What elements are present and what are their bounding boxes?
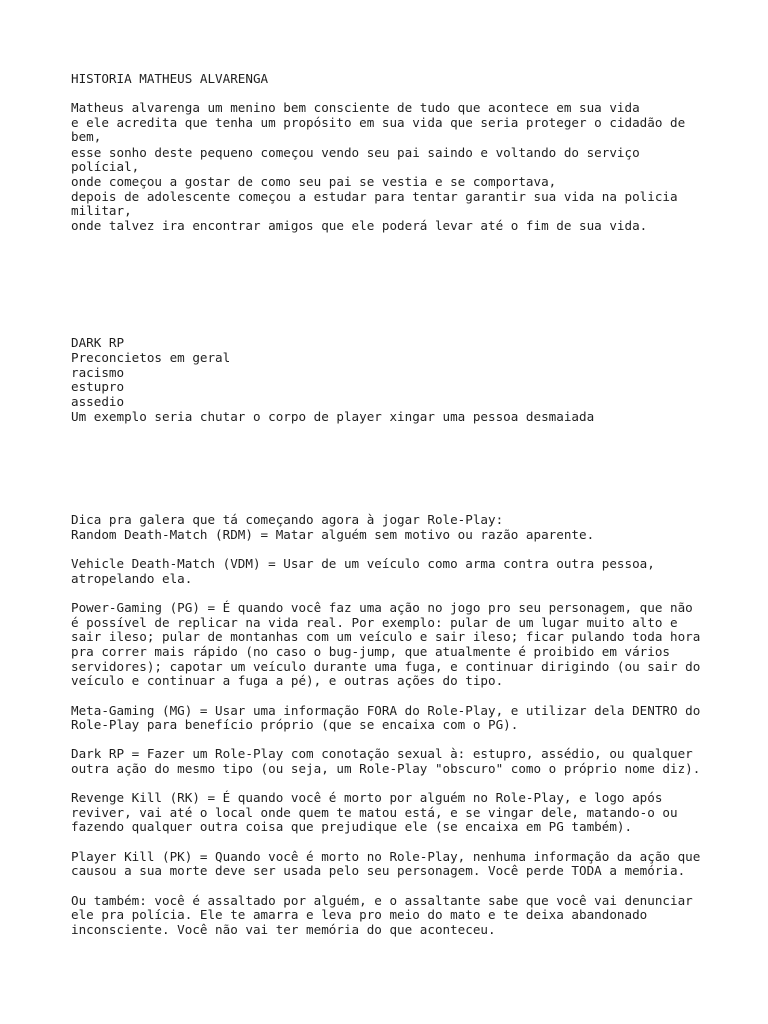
story-line: bem,: [71, 129, 102, 144]
tips-line: ele pra polícia. Ele te amarra e leva pro meio do mato e te deixa abandonado: [71, 907, 648, 922]
tips-line: Revenge Kill (RK) = É quando você é morto por alguém no Role-Play, e logo após: [71, 790, 663, 805]
tips-line: é possível de replicar na vida real. Por exemplo: pular de um lugar muito alto e: [71, 615, 678, 630]
tips-line: fazendo qualquer outra coisa que prejudique ele (se encaixa em PG também).: [71, 819, 633, 834]
story-line: Matheus alvarenga um menino bem consciente de tudo que acontece em sua vida: [71, 100, 640, 115]
story-line: militar,: [71, 203, 132, 218]
tips-line: Random Death-Match (RDM) = Matar alguém sem motivo ou razão aparente.: [71, 527, 595, 542]
tips-heading: Dica pra galera que tá começando agora à jogar Role-Play:: [71, 512, 504, 527]
tips-line: veículo e continuar a fuga a pé), e outras ações do tipo.: [71, 673, 504, 688]
tips-line: reviver, vai até o local onde quem te matou está, e se vingar dele, matando-o ou: [71, 805, 678, 820]
dark-rp-line: estupro: [71, 379, 125, 394]
dark-rp-line: Preconcietos em geral: [71, 350, 231, 365]
story-line: esse sonho deste pequeno começou vendo seu pai saindo e voltando do serviço: [71, 145, 640, 160]
dark-rp-heading: DARK RP: [71, 335, 125, 350]
tips-line: pra correr mais rápido (no caso o bug-jump, que atualmente é proibido em vários: [71, 644, 670, 659]
tips-line: Vehicle Death-Match (VDM) = Usar de um veículo como arma contra outra pessoa,: [71, 556, 655, 571]
story-line: polícial,: [71, 159, 140, 174]
story-line: onde começou a gostar de como seu pai se vestia e se comportava,: [71, 174, 557, 189]
tips-line: Ou também: você é assaltado por alguém, e o assaltante sabe que você vai denunciar: [71, 893, 693, 908]
tips-line: causou a sua morte deve ser usada pelo seu personagem. Você perde TODA a memória.: [71, 863, 686, 878]
story-line: onde talvez ira encontrar amigos que ele poderá levar até o fim de sua vida.: [71, 218, 648, 233]
tips-line: outra ação do mesmo tipo (ou seja, um Role-Play "obscuro" como o próprio nome diz).: [71, 761, 701, 776]
tips-line: Dark RP = Fazer um Role-Play com conotação sexual à: estupro, assédio, ou qualquer: [71, 746, 693, 761]
document-title: HISTORIA MATHEUS ALVARENGA: [71, 71, 269, 86]
tips-line: Meta-Gaming (MG) = Usar uma informação FORA do Role-Play, e utilizar dela DENTRO do: [71, 703, 701, 718]
tips-line: Player Kill (PK) = Quando você é morto no Role-Play, nenhuma informação da ação que: [71, 849, 701, 864]
tips-line: servidores); capotar um veículo durante uma fuga, e continuar dirigindo (ou sair do: [71, 659, 701, 674]
tips-line: Role-Play para benefício próprio (que se encaixa com o PG).: [71, 717, 519, 732]
tips-line: sair ileso; pular de montanhas com um veículo e sair ileso; ficar pulando toda hora: [71, 629, 701, 644]
story-line: e ele acredita que tenha um propósito em sua vida que seria proteger o cidadão de: [71, 115, 686, 130]
tips-line: inconsciente. Você não vai ter memória do que aconteceu.: [71, 922, 496, 937]
story-line: depois de adolescente começou a estudar para tentar garantir sua vida na policia: [71, 189, 678, 204]
tips-line: atropelando ela.: [71, 571, 193, 586]
tips-line: Power-Gaming (PG) = É quando você faz uma ação no jogo pro seu personagem, que não: [71, 600, 693, 615]
dark-rp-line: Um exemplo seria chutar o corpo de player xingar uma pessoa desmaiada: [71, 409, 595, 424]
dark-rp-line: assedio: [71, 394, 125, 409]
dark-rp-line: racismo: [71, 365, 125, 380]
